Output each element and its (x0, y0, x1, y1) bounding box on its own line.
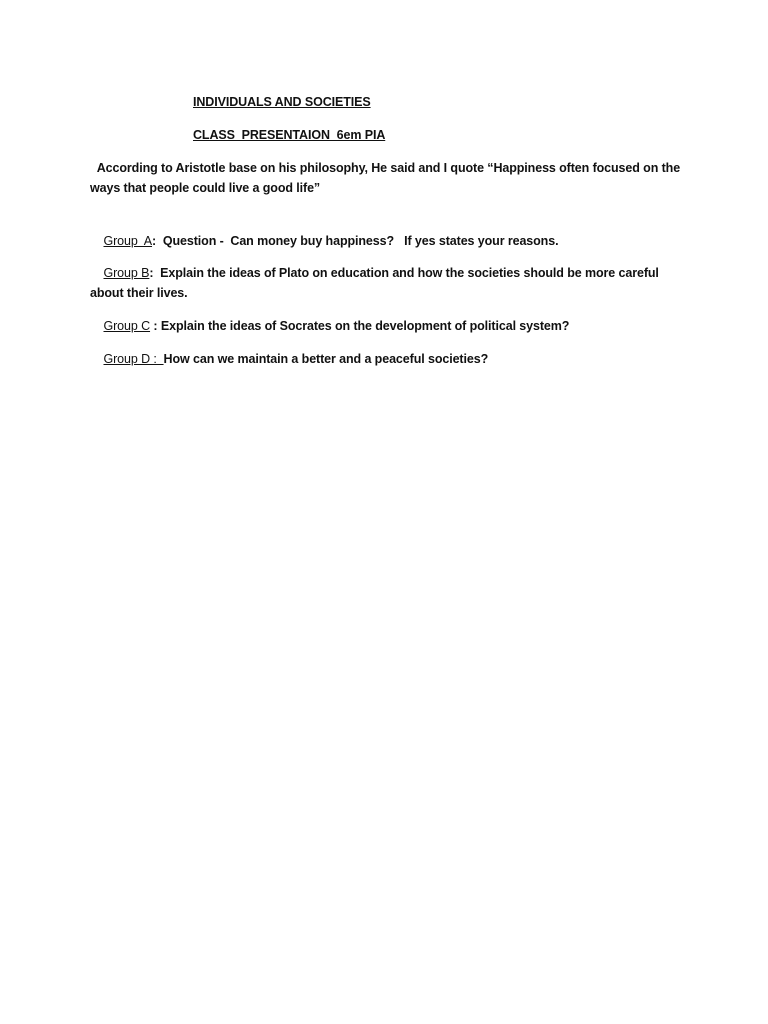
group-d-text: How can we maintain a better and a peaceful societies? (163, 352, 489, 366)
document-subheading: CLASS PRESENTAION 6em PIA (193, 128, 386, 142)
group-c-text: : Explain the ideas of Socrates on the development of political system? (150, 319, 570, 333)
document-heading: INDIVIDUALS AND SOCIETIES (193, 95, 371, 109)
intro-paragraph: According to Aristotle base on his philosophy, He said and I quote “Happiness often focused on the ways that people could live a good life” (90, 161, 684, 195)
group-a-label: Group A (103, 234, 153, 248)
group-d-paragraph (90, 329, 690, 389)
group-c-label: Group C (103, 319, 151, 333)
group-b-label: Group B (103, 266, 150, 280)
group-b-text: : Explain the ideas of Plato on education and how the societies should be more careful about their lives. (90, 266, 663, 300)
group-d-label: Group D : (103, 352, 164, 366)
group-a-text: : Question - Can money buy happiness? If yes states your reasons. (152, 234, 559, 248)
